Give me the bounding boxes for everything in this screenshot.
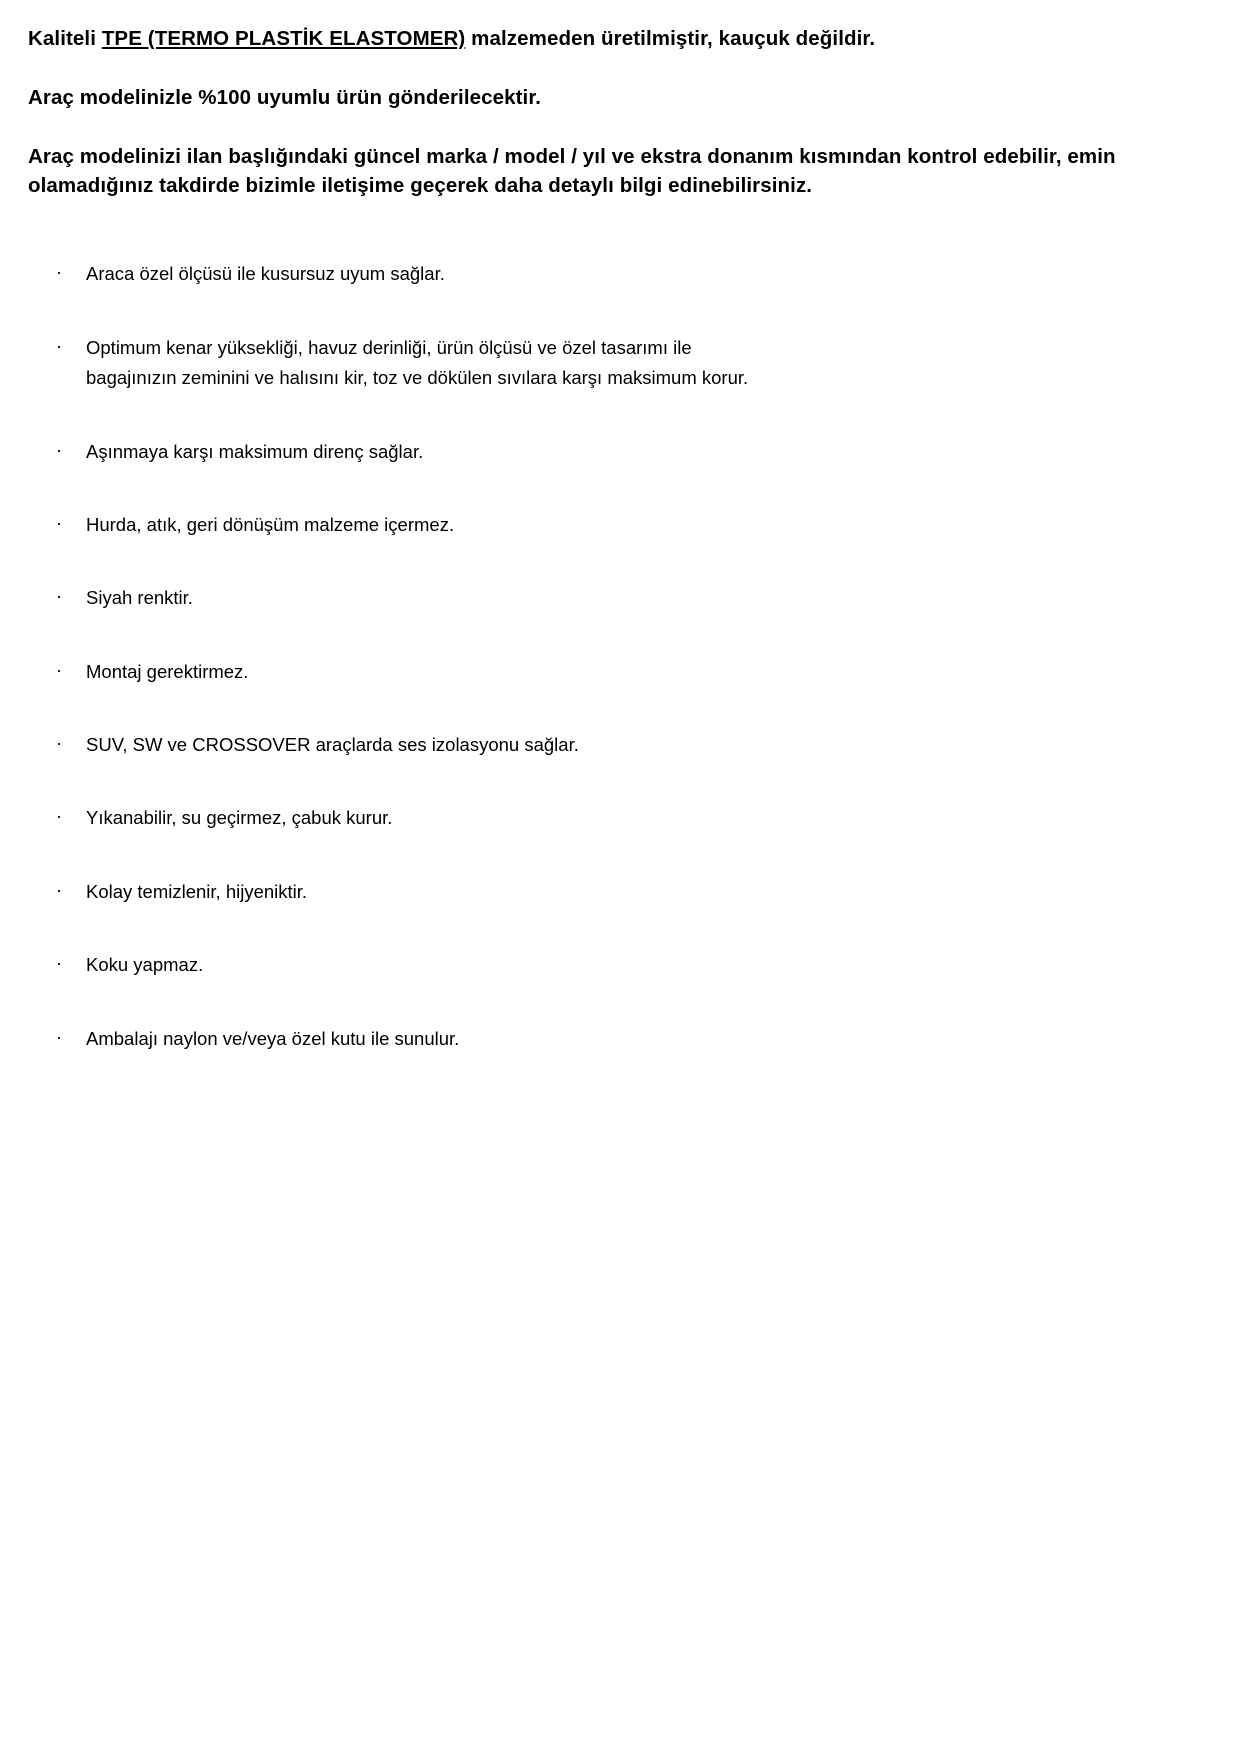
list-item-line-1: Aşınmaya karşı maksimum direnç sağlar. — [86, 440, 424, 462]
intro-paragraph-1-before: Kaliteli — [28, 27, 102, 50]
bullet-icon: · — [56, 733, 62, 754]
list-item — [28, 804, 1166, 831]
list-item — [28, 951, 1166, 978]
intro-paragraph-1-after: malzemeden üretilmiştir, kauçuk değildir. — [465, 27, 876, 50]
list-item — [28, 511, 1166, 538]
list-item — [28, 658, 1166, 685]
list-item — [28, 878, 1166, 905]
list-item-line-1: Kolay temizlenir, hijyeniktir. — [86, 880, 308, 902]
bullet-icon: · — [56, 262, 62, 283]
list-item — [28, 260, 1166, 287]
list-item-line-1: SUV, SW ve CROSSOVER araçlarda ses izolasyonu sağlar. — [86, 734, 579, 756]
list-item — [28, 731, 1166, 758]
bullet-icon: · — [56, 659, 62, 680]
feature-list — [28, 260, 1201, 1052]
bullet-icon: · — [56, 953, 62, 974]
intro-paragraph-2: Araç modelinizle %100 uyumlu ürün gönderilecektir. — [28, 86, 542, 110]
list-item-line-1: Montaj gerektirmez. — [86, 660, 249, 682]
list-item-line-1: Ambalajı naylon ve/veya özel kutu ile sunulur. — [86, 1027, 460, 1049]
list-item-line-1: Optimum kenar yüksekliği, havuz derinliği, ürün ölçüsü ve özel tasarımı ile — [86, 336, 692, 358]
list-item-line-1: Yıkanabilir, su geçirmez, çabuk kurur. — [86, 807, 393, 829]
bullet-icon: · — [56, 439, 62, 460]
list-item-line-2: bagajınızın zeminini ve halısını kir, toz ve dökülen sıvılara karşı maksimum korur. — [86, 367, 749, 389]
bullet-icon: · — [56, 806, 62, 827]
list-item — [28, 334, 1166, 392]
bullet-icon: · — [56, 512, 62, 533]
intro-paragraph-3: Araç modelinizi ilan başlığındaki güncel marka / model / yıl ve ekstra donanım kısmından kontrol edebilir, emin olamadığınız takdirde bizimle iletişime geçerek daha detaylı bilgi edinebilirsiniz. — [28, 145, 1116, 198]
bullet-icon: · — [56, 1026, 62, 1047]
list-item — [28, 1025, 1166, 1052]
bullet-icon: · — [56, 586, 62, 607]
intro-paragraph-1-underlined: TPE (TERMO PLASTİK ELASTOMER) — [101, 27, 466, 50]
bullet-icon: · — [56, 335, 62, 356]
list-item-line-1: Koku yapmaz. — [86, 954, 204, 976]
list-item — [28, 584, 1166, 611]
list-item — [28, 438, 1166, 465]
bullet-icon: · — [56, 879, 62, 900]
list-item-line-1: Hurda, atık, geri dönüşüm malzeme içermez. — [86, 513, 455, 535]
intro-paragraph-1 — [28, 24, 1138, 53]
intro-section — [28, 24, 1201, 200]
list-item-line-1: Siyah renktir. — [86, 587, 193, 609]
list-item-line-1: Araca özel ölçüsü ile kusursuz uyum sağlar. — [86, 263, 445, 285]
